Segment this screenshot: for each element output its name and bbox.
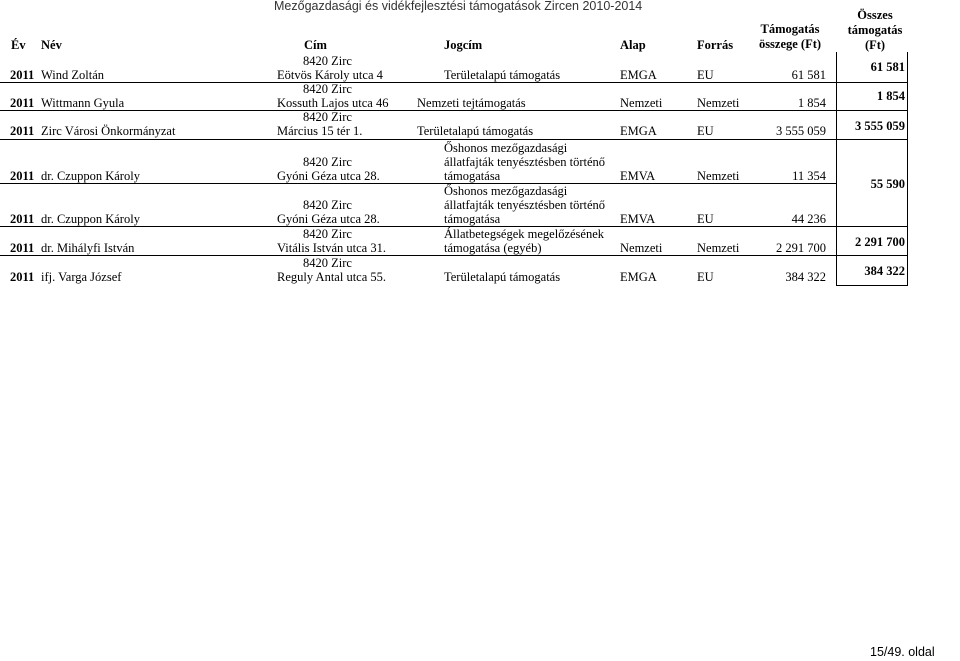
row-divider [0,255,836,256]
row-jogcim: Területalapú támogatás [417,124,534,138]
row-nev: dr. Mihályfi István [41,241,135,255]
row-ev: 2011 [10,68,35,82]
header-osszeg [750,22,830,52]
header-osszes-line1: Összes [857,8,893,22]
header-osszes-line2: támogatás [847,23,903,37]
row-cim1: 8420 Zirc [303,82,352,96]
row-cim2: Március 15 tér 1. [277,124,363,138]
header-osszes [840,8,910,53]
totals-divider [836,226,908,227]
row-cim2: Eötvös Károly utca 4 [277,68,383,82]
row-divider [0,139,836,140]
row-alap: Nemzeti [620,96,663,110]
header-osszeg-line1: Támogatás [760,22,820,36]
total-value: 1 854 [876,89,905,103]
total-value: 384 322 [864,264,905,278]
header-alap: Alap [620,38,646,52]
total-value: 2 291 700 [855,235,905,249]
row-jogcim-line2: állatfajták tenyésztésben történő [444,198,606,212]
total-value: 61 581 [870,60,905,74]
row-jogcim-line3: támogatása [444,169,501,183]
row-ev: 2011 [10,212,35,226]
total-value: 3 555 059 [855,119,905,133]
row-osszeg: 2 291 700 [776,241,826,255]
row-jogcim: Területalapú támogatás [444,270,561,284]
row-ev: 2011 [10,96,35,110]
header-jogcim: Jogcím [444,38,483,52]
header-osszeg-line2: összege (Ft) [758,37,822,51]
row-divider [0,183,836,184]
row-jogcim-line2: támogatása (egyéb) [444,241,542,255]
row-cim1: 8420 Zirc [303,256,352,270]
row-nev: dr. Czuppon Károly [41,169,140,183]
totals-left-border [836,52,837,286]
row-cim2: Gyóni Géza utca 28. [277,169,380,183]
row-nev: dr. Czuppon Károly [41,212,140,226]
row-alap: EMGA [620,68,657,82]
header-nev: Név [41,38,62,52]
totals-divider [836,110,908,111]
row-osszeg: 1 854 [797,96,826,110]
row-divider [0,110,836,111]
row-alap: EMVA [620,212,656,226]
totals-right-border [907,52,908,286]
row-ev: 2011 [10,169,35,183]
header-ev: Év [11,38,26,52]
row-cim2: Vitális István utca 31. [277,241,386,255]
row-divider [0,82,836,83]
row-cim1: 8420 Zirc [303,54,352,68]
row-alap: EMGA [620,124,657,138]
row-nev: Wittmann Gyula [41,96,125,110]
row-cim1: 8420 Zirc [303,198,352,212]
row-jogcim: Területalapú támogatás [444,68,561,82]
totals-divider [836,139,908,140]
row-jogcim-line1: Őshonos mezőgazdasági [444,141,568,155]
row-forras: Nemzeti [697,241,740,255]
row-osszeg: 61 581 [791,68,826,82]
header-osszes-line3: (Ft) [864,38,886,52]
row-osszeg: 44 236 [791,212,826,226]
totals-divider [836,255,908,256]
row-osszeg: 384 322 [785,270,826,284]
row-divider [0,226,836,227]
row-cim2: Reguly Antal utca 55. [277,270,387,284]
row-ev: 2011 [10,270,35,284]
row-jogcim-line2: állatfajták tenyésztésben történő [444,155,606,169]
row-ev: 2011 [10,241,35,255]
row-cim2: Gyóni Géza utca 28. [277,212,380,226]
row-forras: Nemzeti [697,169,740,183]
row-cim2: Kossuth Lajos utca 46 [277,96,389,110]
row-forras: EU [697,68,714,82]
row-ev: 2011 [10,124,35,138]
row-alap: EMVA [620,169,656,183]
row-osszeg: 3 555 059 [776,124,826,138]
row-forras: EU [697,270,714,284]
row-nev: Zirc Városi Önkormányzat [41,124,176,138]
row-jogcim-line3: támogatása [444,212,501,226]
row-forras: EU [697,124,714,138]
row-jogcim-line1: Őshonos mezőgazdasági [444,184,568,198]
totals-divider [836,82,908,83]
row-jogcim-line1: Állatbetegségek megelőzésének [444,227,604,241]
row-nev: ifj. Varga József [41,270,122,284]
total-value: 55 590 [870,177,905,191]
page-number: 15/49. oldal [870,645,935,659]
row-forras: Nemzeti [697,96,740,110]
totals-divider [836,285,908,286]
row-alap: EMGA [620,270,657,284]
page-title: Mezőgazdasági és vidékfejlesztési támogatások Zircen 2010-2014 [274,0,643,13]
row-cim1: 8420 Zirc [303,155,352,169]
header-forras: Forrás [697,38,734,52]
row-nev: Wind Zoltán [41,68,105,82]
row-forras: EU [697,212,714,226]
row-osszeg: 11 354 [792,169,826,183]
row-cim1: 8420 Zirc [303,110,352,124]
row-cim1: 8420 Zirc [303,227,352,241]
row-jogcim: Nemzeti tejtámogatás [417,96,526,110]
row-alap: Nemzeti [620,241,663,255]
header-cim: Cím [304,38,327,52]
